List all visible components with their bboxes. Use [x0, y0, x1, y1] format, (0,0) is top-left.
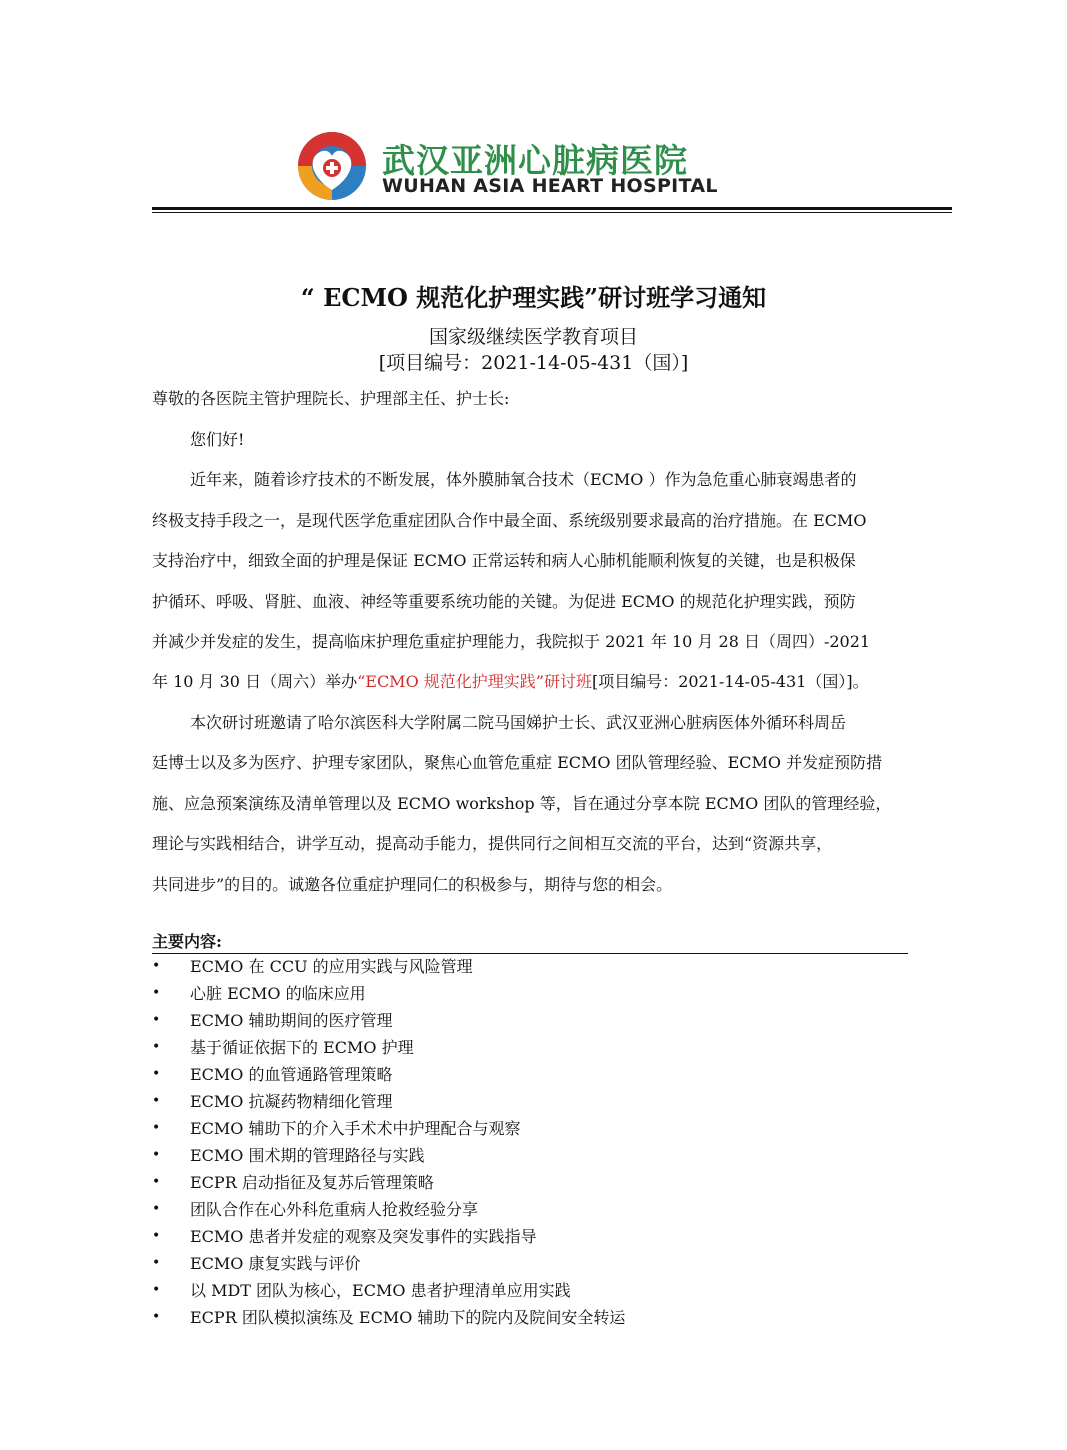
list-item — [152, 982, 625, 1009]
list-item — [152, 1009, 625, 1036]
bullet-icon: • — [152, 1228, 161, 1244]
bullet-icon: • — [152, 1147, 161, 1163]
list-item — [152, 1063, 625, 1090]
bullet-icon: • — [152, 1120, 161, 1136]
list-item — [152, 955, 625, 982]
bullet-icon: • — [152, 1309, 161, 1325]
salutation: 尊敬的各医院主管护理院长、护理部主任、护士长: — [152, 389, 510, 408]
list-item — [152, 1144, 625, 1171]
bullet-icon: • — [152, 985, 161, 1001]
list-item — [152, 1252, 625, 1279]
list-item-text: ECMO 辅助下的介入手术术中护理配合与观察 — [190, 1119, 521, 1138]
list-item — [152, 1117, 625, 1144]
paragraph1-line: 终极支持手段之一，是现代医学危重症团队合作中最全面、系统级别要求最高的治疗措施。在 ECMO — [152, 511, 867, 530]
course-name-highlight: “ECMO 规范化护理实践”研讨班 — [357, 672, 592, 691]
paragraph2-line: 共同进步”的目的。诚邀各位重症护理同仁的积极参与，期待与您的相会。 — [152, 875, 673, 894]
bullet-icon: • — [152, 1255, 161, 1271]
list-item — [152, 1279, 625, 1306]
paragraph1-last-after: [项目编号：2021-14-05-431（国）]。 — [591, 672, 869, 691]
paragraph2-line: 理论与实践相结合，讲学互动，提高动手能力，提供同行之间相互交流的平台，达到“资源共享， — [152, 834, 833, 853]
notice-subtitle: 国家级继续医学教育项目 — [428, 326, 638, 348]
contents-list — [152, 955, 625, 1333]
hospital-name-en: WUHAN ASIA HEART HOSPITAL — [382, 175, 718, 197]
list-item-text: ECMO 抗凝药物精细化管理 — [190, 1092, 393, 1111]
letterhead — [150, 125, 952, 215]
paragraph1-line: 护循环、呼吸、肾脏、血液、神经等重要系统功能的关键。为促进 ECMO 的规范化护理实践，预防 — [152, 592, 856, 611]
paragraph2-line: 施、应急预案演练及清单管理以及 ECMO workshop 等，旨在通过分享本院 ECMO 团队的管理经验， — [152, 794, 892, 813]
hospital-logo-icon — [296, 130, 368, 202]
list-item — [152, 1198, 625, 1225]
project-number: [项目编号：2021-14-05-431（国）] — [378, 352, 689, 374]
paragraph1-line: 近年来，随着诊疗技术的不断发展，体外膜肺氧合技术（ECMO ）作为急危重心肺衰竭患者的 — [190, 470, 857, 489]
list-item — [152, 1036, 625, 1063]
list-item — [152, 1225, 625, 1252]
bullet-icon: • — [152, 1093, 161, 1109]
paragraph2-line: 廷博士以及多为医疗、护理专家团队，聚焦心血管危重症 ECMO 团队管理经验、ECMO 并发症预防措 — [152, 753, 883, 772]
bullet-icon: • — [152, 1039, 161, 1055]
list-item-text: ECMO 的血管通路管理策略 — [190, 1065, 393, 1084]
list-item-text: ECMO 患者并发症的观察及突发事件的实践指导 — [190, 1227, 537, 1246]
bullet-icon: • — [152, 1201, 161, 1217]
list-item — [152, 1090, 625, 1117]
paragraph1-line: 并减少并发症的发生，提高临床护理危重症护理能力，我院拟于 2021 年 10 月 28 日（周四）-2021 — [152, 632, 871, 651]
paragraph1-line: 支持治疗中，细致全面的护理是保证 ECMO 正常运转和病人心肺机能顺利恢复的关键，也是积极保 — [152, 551, 856, 570]
bullet-icon: • — [152, 1174, 161, 1190]
paragraph2-line: 本次研讨班邀请了哈尔滨医科大学附属二院马国娣护士长、武汉亚洲心脏病医体外循环科周岳 — [190, 713, 847, 732]
greeting: 您们好! — [190, 430, 245, 449]
list-item — [152, 1306, 625, 1333]
list-item — [152, 1171, 625, 1198]
list-item-text: 心脏 ECMO 的临床应用 — [190, 984, 366, 1003]
paragraph1-last-before: 年 10 月 30 日（周六）举办 — [152, 672, 358, 691]
bullet-icon: • — [152, 958, 161, 974]
bullet-icon: • — [152, 1282, 161, 1298]
notice-title: “ ECMO 规范化护理实践”研讨班学习通知 — [300, 283, 767, 312]
hospital-name-cn: 武汉亚洲心脏病医院 — [382, 141, 688, 180]
bullet-icon: • — [152, 1012, 161, 1028]
header-divider-thin — [152, 212, 952, 213]
list-item-text: ECMO 在 CCU 的应用实践与风险管理 — [190, 957, 473, 976]
list-item-text: ECMO 辅助期间的医疗管理 — [190, 1011, 393, 1030]
bullet-icon: • — [152, 1066, 161, 1082]
list-item-text: 基于循证依据下的 ECMO 护理 — [190, 1038, 414, 1057]
list-item-text: ECMO 围术期的管理路径与实践 — [190, 1146, 425, 1165]
list-item-text: ECPR 启动指征及复苏后管理策略 — [190, 1173, 434, 1192]
list-item-text: ECMO 康复实践与评价 — [190, 1254, 361, 1273]
list-item-text: ECPR 团队模拟演练及 ECMO 辅助下的院内及院间安全转运 — [190, 1308, 626, 1327]
header-divider-thick — [152, 207, 952, 210]
paragraph1-last-line — [152, 669, 952, 692]
contents-heading: 主要内容: — [152, 929, 908, 954]
list-item-text: 以 MDT 团队为核心，ECMO 患者护理清单应用实践 — [190, 1281, 571, 1300]
list-item-text: 团队合作在心外科危重病人抢救经验分享 — [190, 1200, 479, 1219]
